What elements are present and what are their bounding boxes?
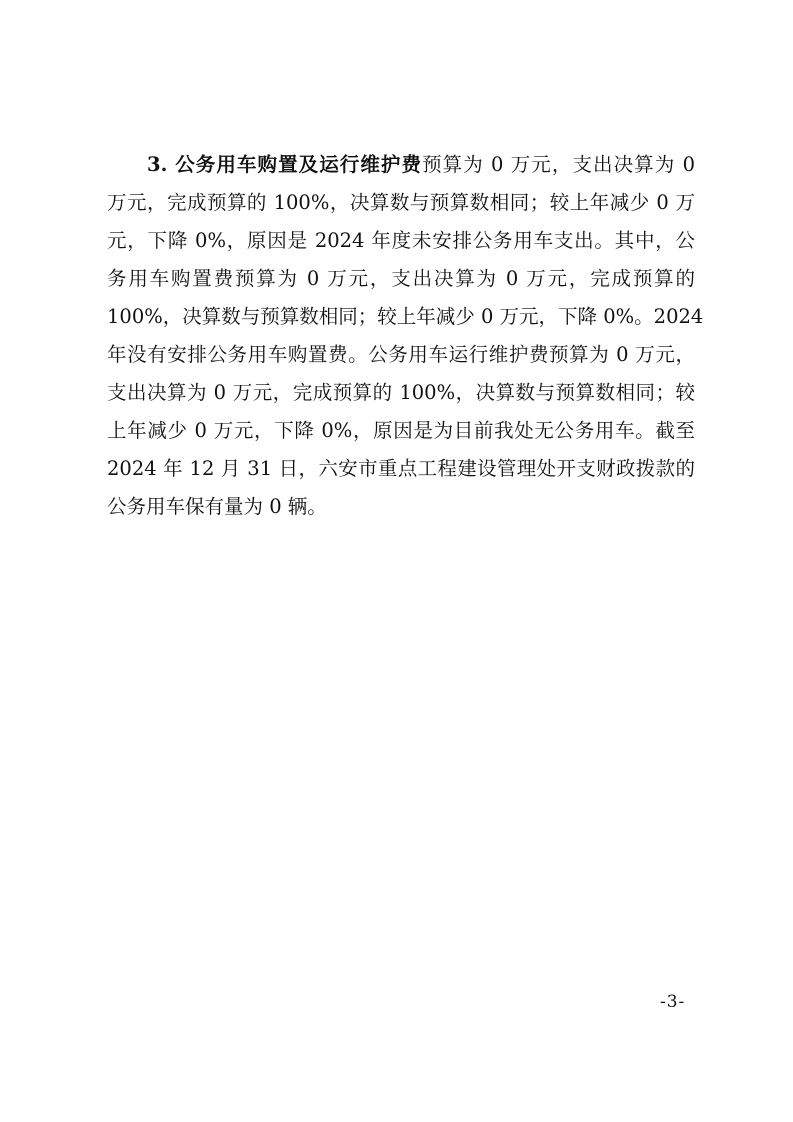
body-text: [107, 146, 704, 526]
paragraph-line-7: 支出决算为 0 万元，完成预算的 100%，决算数与预算数相同；较: [107, 381, 695, 404]
paragraph-line-8: 上年减少 0 万元，下降 0%，原因是为目前我处无公务用车。截至: [107, 419, 695, 442]
paragraph-line-2: 万元，完成预算的 100%，决算数与预算数相同；较上年减少 0 万: [107, 191, 695, 214]
paragraph-line-4: 务用车购置费预算为 0 万元，支出决算为 0 万元，完成预算的: [107, 267, 695, 290]
paragraph-line-5: 100%，决算数与预算数相同；较上年减少 0 万元，下降 0%。2024: [107, 305, 704, 328]
section-heading: 3. 公务用车购置及运行维护费: [147, 153, 423, 176]
paragraph-line-6: 年没有安排公务用车购置费。公务用车运行维护费预算为 0 万元，: [107, 343, 695, 366]
paragraph-line-10: 公务用车保有量为 0 辆。: [107, 495, 327, 518]
page-number: -3-: [660, 992, 686, 1012]
paragraph-line-1: [107, 146, 695, 184]
paragraph-line-1-text: 预算为 0 万元，支出决算为 0: [422, 153, 695, 176]
paragraph-line-9: 2024 年 12 月 31 日，六安市重点工程建设管理处开支财政拨款的: [107, 457, 695, 480]
paragraph-line-3: 元，下降 0%，原因是 2024 年度未安排公务用车支出。其中，公: [107, 229, 695, 252]
